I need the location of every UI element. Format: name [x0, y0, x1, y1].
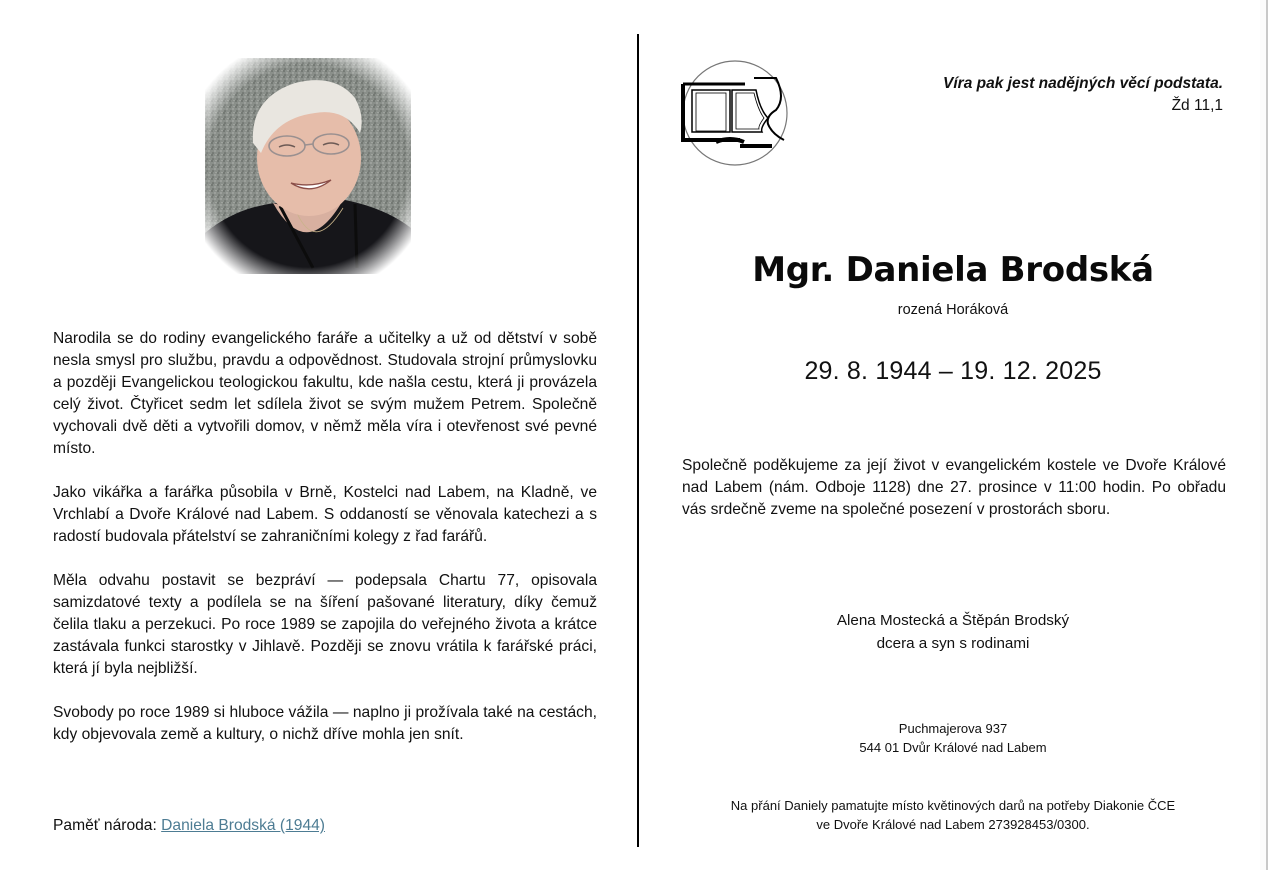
page-edge-divider: [1266, 0, 1268, 870]
bible-verse: [943, 73, 1223, 117]
contact-address: [640, 719, 1266, 757]
bio-paragraph: Svobody po roce 1989 si hluboce vážila — naplno ji prožívala také na cestách, kdy objevovala země a kultury, o nichž dříve mohla jen snít.: [53, 704, 597, 743]
memory-label: Paměť národa:: [53, 817, 157, 834]
mourner-names: Alena Mostecká a Štěpán Brodský: [836, 612, 1070, 629]
donation-note: [640, 796, 1266, 834]
maiden-name: rozená Horáková: [897, 302, 1009, 318]
bio-paragraph: Měla odvahu postavit se bezpráví — podepsala Chartu 77, opisovala samizdatové texty a podílela se na šíření pašované literatury, díky čemuž čelila tlaku a perzekuci. Po roce 1989 se zapojila do veřejného života a krátce zastávala funkci starostky v Jihlavě. Později se znovu vrátila k farářské práci, která jí byla nejbližší.: [53, 572, 597, 677]
bio-paragraph: Narodila se do rodiny evangelického faráře a učitelky a už od dětství v sobě nesla smysl pro službu, pravdu a odpovědnost. Studovala strojní průmyslovku a později Evangelickou teologickou fakultu, kde našla cestu, která ji provázela celý život. Čtyřicet sedm let sdílela život se svým mužem Petrem. Společně vychovali dvě děti a vytvořili domov, v němž měla víra i otevřenost své pevné místo.: [53, 330, 597, 457]
memory-of-nation-link[interactable]: Daniela Brodská (1944): [161, 817, 325, 834]
funeral-service-info: Společně poděkujeme za její život v evangelickém kostele ve Dvoře Králové nad Labem (nám. Odboje 1128) dne 27. prosince v 11:00 hodin. Po obřadu vás srdečně zveme na společné posezení v prostorách sboru.: [682, 457, 1226, 518]
biography: [53, 328, 597, 768]
address-city: 544 01 Dvůr Králové nad Labem: [859, 740, 1047, 755]
mourners: [640, 609, 1266, 655]
verse-reference: Žd 11,1: [1171, 97, 1223, 114]
bio-paragraph: Jako vikářka a farářka působila v Brně, Kostelci nad Labem, na Kladně, ve Vrchlabí a Dvoře Králové nad Labem. S oddaností se věnovala katechezi a s radostí budovala přátelství se zahraničními kolegy z řad farářů.: [53, 484, 597, 545]
donation-line: Na přání Daniely pamatujte místo květinových darů na potřeby Diakonie ČCE: [730, 798, 1176, 813]
mourner-relation: dcera a syn s rodinami: [876, 635, 1030, 652]
deceased-name: Mgr. Daniela Brodská: [752, 250, 1154, 290]
donation-line: ve Dvoře Králové nad Labem 273928453/0300.: [816, 817, 1090, 832]
address-street: Puchmajerova 937: [898, 721, 1008, 736]
life-dates: 29. 8. 1944 – 19. 12. 2025: [804, 357, 1102, 385]
page-fold-line: [637, 34, 639, 847]
portrait-photo: [205, 58, 411, 274]
verse-quote: Víra pak jest nadějných věcí podstata.: [943, 75, 1223, 92]
memory-of-nation-reference: [53, 815, 325, 837]
open-bible-chalice-icon: [680, 58, 790, 168]
